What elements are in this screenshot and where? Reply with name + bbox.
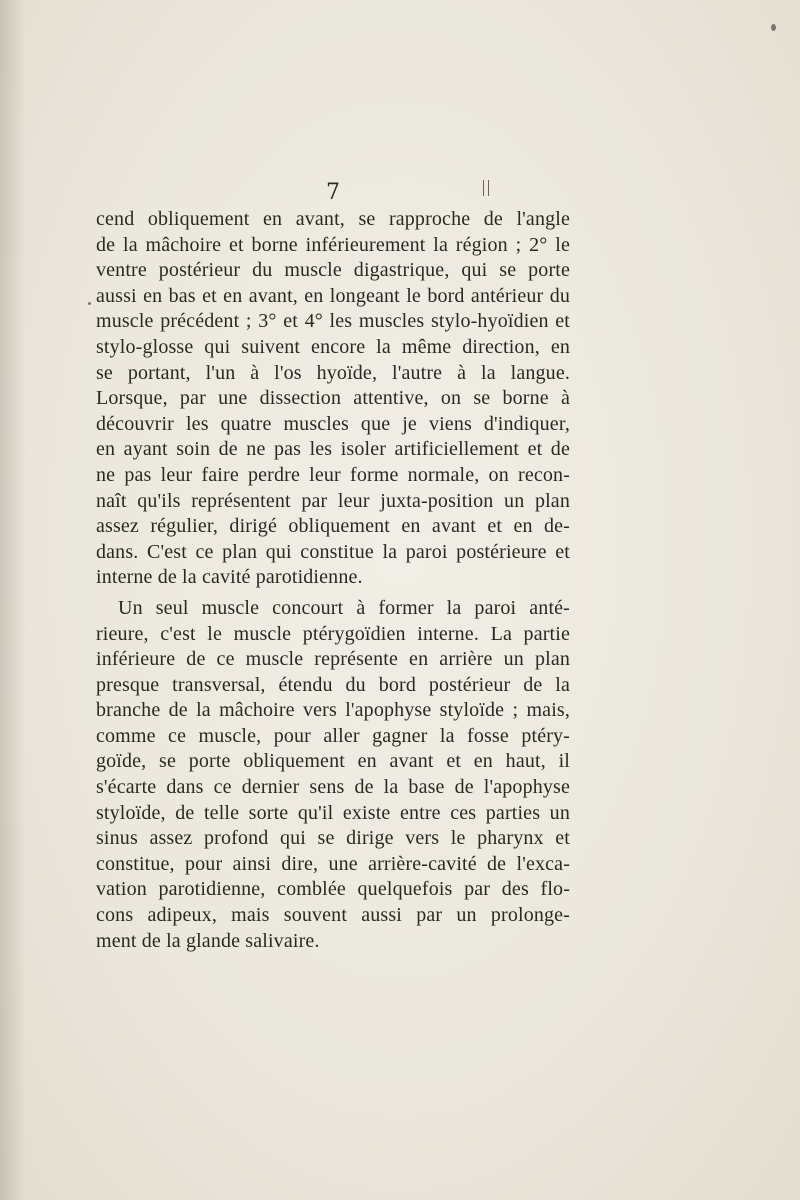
ink-spot [771, 24, 776, 31]
text-line: interne de la cavité parotidienne. [96, 566, 363, 589]
text-line: découvrir les quatre muscles que je viens d'indiquer, [96, 412, 570, 435]
paragraph [96, 207, 570, 591]
text-line: cend obliquement en avant, se rapproche de l'angle [96, 208, 570, 230]
text-line: se portant, l'un à l'os hyoïde, l'autre à la langue. [96, 361, 570, 384]
page-number: 7 [326, 180, 340, 205]
text-line: naît qu'ils représentent par leur juxta-position un plan [96, 489, 570, 512]
text-line: assez régulier, dirigé obliquement en avant et en de- [96, 515, 570, 538]
text-line: inférieure de ce muscle représente en arrière un plan [96, 648, 570, 671]
text-line: cons adipeux, mais souvent aussi par un prolonge- [96, 904, 570, 927]
text-line: constitue, pour ainsi dire, une arrière-cavité de l'exca- [96, 852, 570, 875]
ink-spot [88, 302, 91, 305]
text-line: goïde, se porte obliquement en avant et en haut, il [96, 750, 570, 773]
text-line: ne pas leur faire perdre leur forme normale, on recon- [96, 463, 570, 486]
text-line: comme ce muscle, pour aller gagner la fosse ptéry- [96, 724, 570, 747]
text-line: Lorsque, par une dissection attentive, on se borne à [96, 387, 570, 410]
text-line: dans. C'est ce plan qui constitue la paroi postérieure et [96, 540, 570, 563]
text-line: styloïde, de telle sorte qu'il existe entre ces parties un [96, 801, 570, 824]
text-line: Un seul muscle concourt à former la paroi anté- [118, 596, 570, 619]
text-line: ment de la glande salivaire. [96, 929, 320, 952]
text-line: rieure, c'est le muscle ptérygoïdien interne. La partie [96, 622, 570, 645]
text-line: stylo-glosse qui suivent encore la même direction, en [96, 335, 570, 358]
text-line: de la mâchoire et borne inférieurement la région ; 2° le [96, 233, 570, 256]
text-line: presque transversal, étendu du bord postérieur de la [96, 673, 570, 696]
paragraph [96, 596, 570, 954]
text-line: branche de la mâchoire vers l'apophyse styloïde ; mais, [96, 699, 570, 722]
text-line: s'écarte dans ce dernier sens de la base de l'apophyse [96, 776, 570, 799]
text-line: en ayant soin de ne pas les isoler artificiellement et de [96, 438, 570, 461]
text-line: ventre postérieur du muscle digastrique, qui se porte [96, 259, 570, 282]
text-line: vation parotidienne, comblée quelquefois par des flo- [96, 878, 570, 901]
body-text [96, 207, 570, 954]
text-line: muscle précédent ; 3° et 4° les muscles stylo-hyoïdien et [96, 310, 570, 333]
printer-mark [483, 180, 489, 196]
gutter-shadow [0, 0, 26, 1200]
text-line: sinus assez profond qui se dirige vers le pharynx et [96, 827, 570, 850]
text-line: aussi en bas et en avant, en longeant le bord antérieur du [96, 284, 570, 307]
